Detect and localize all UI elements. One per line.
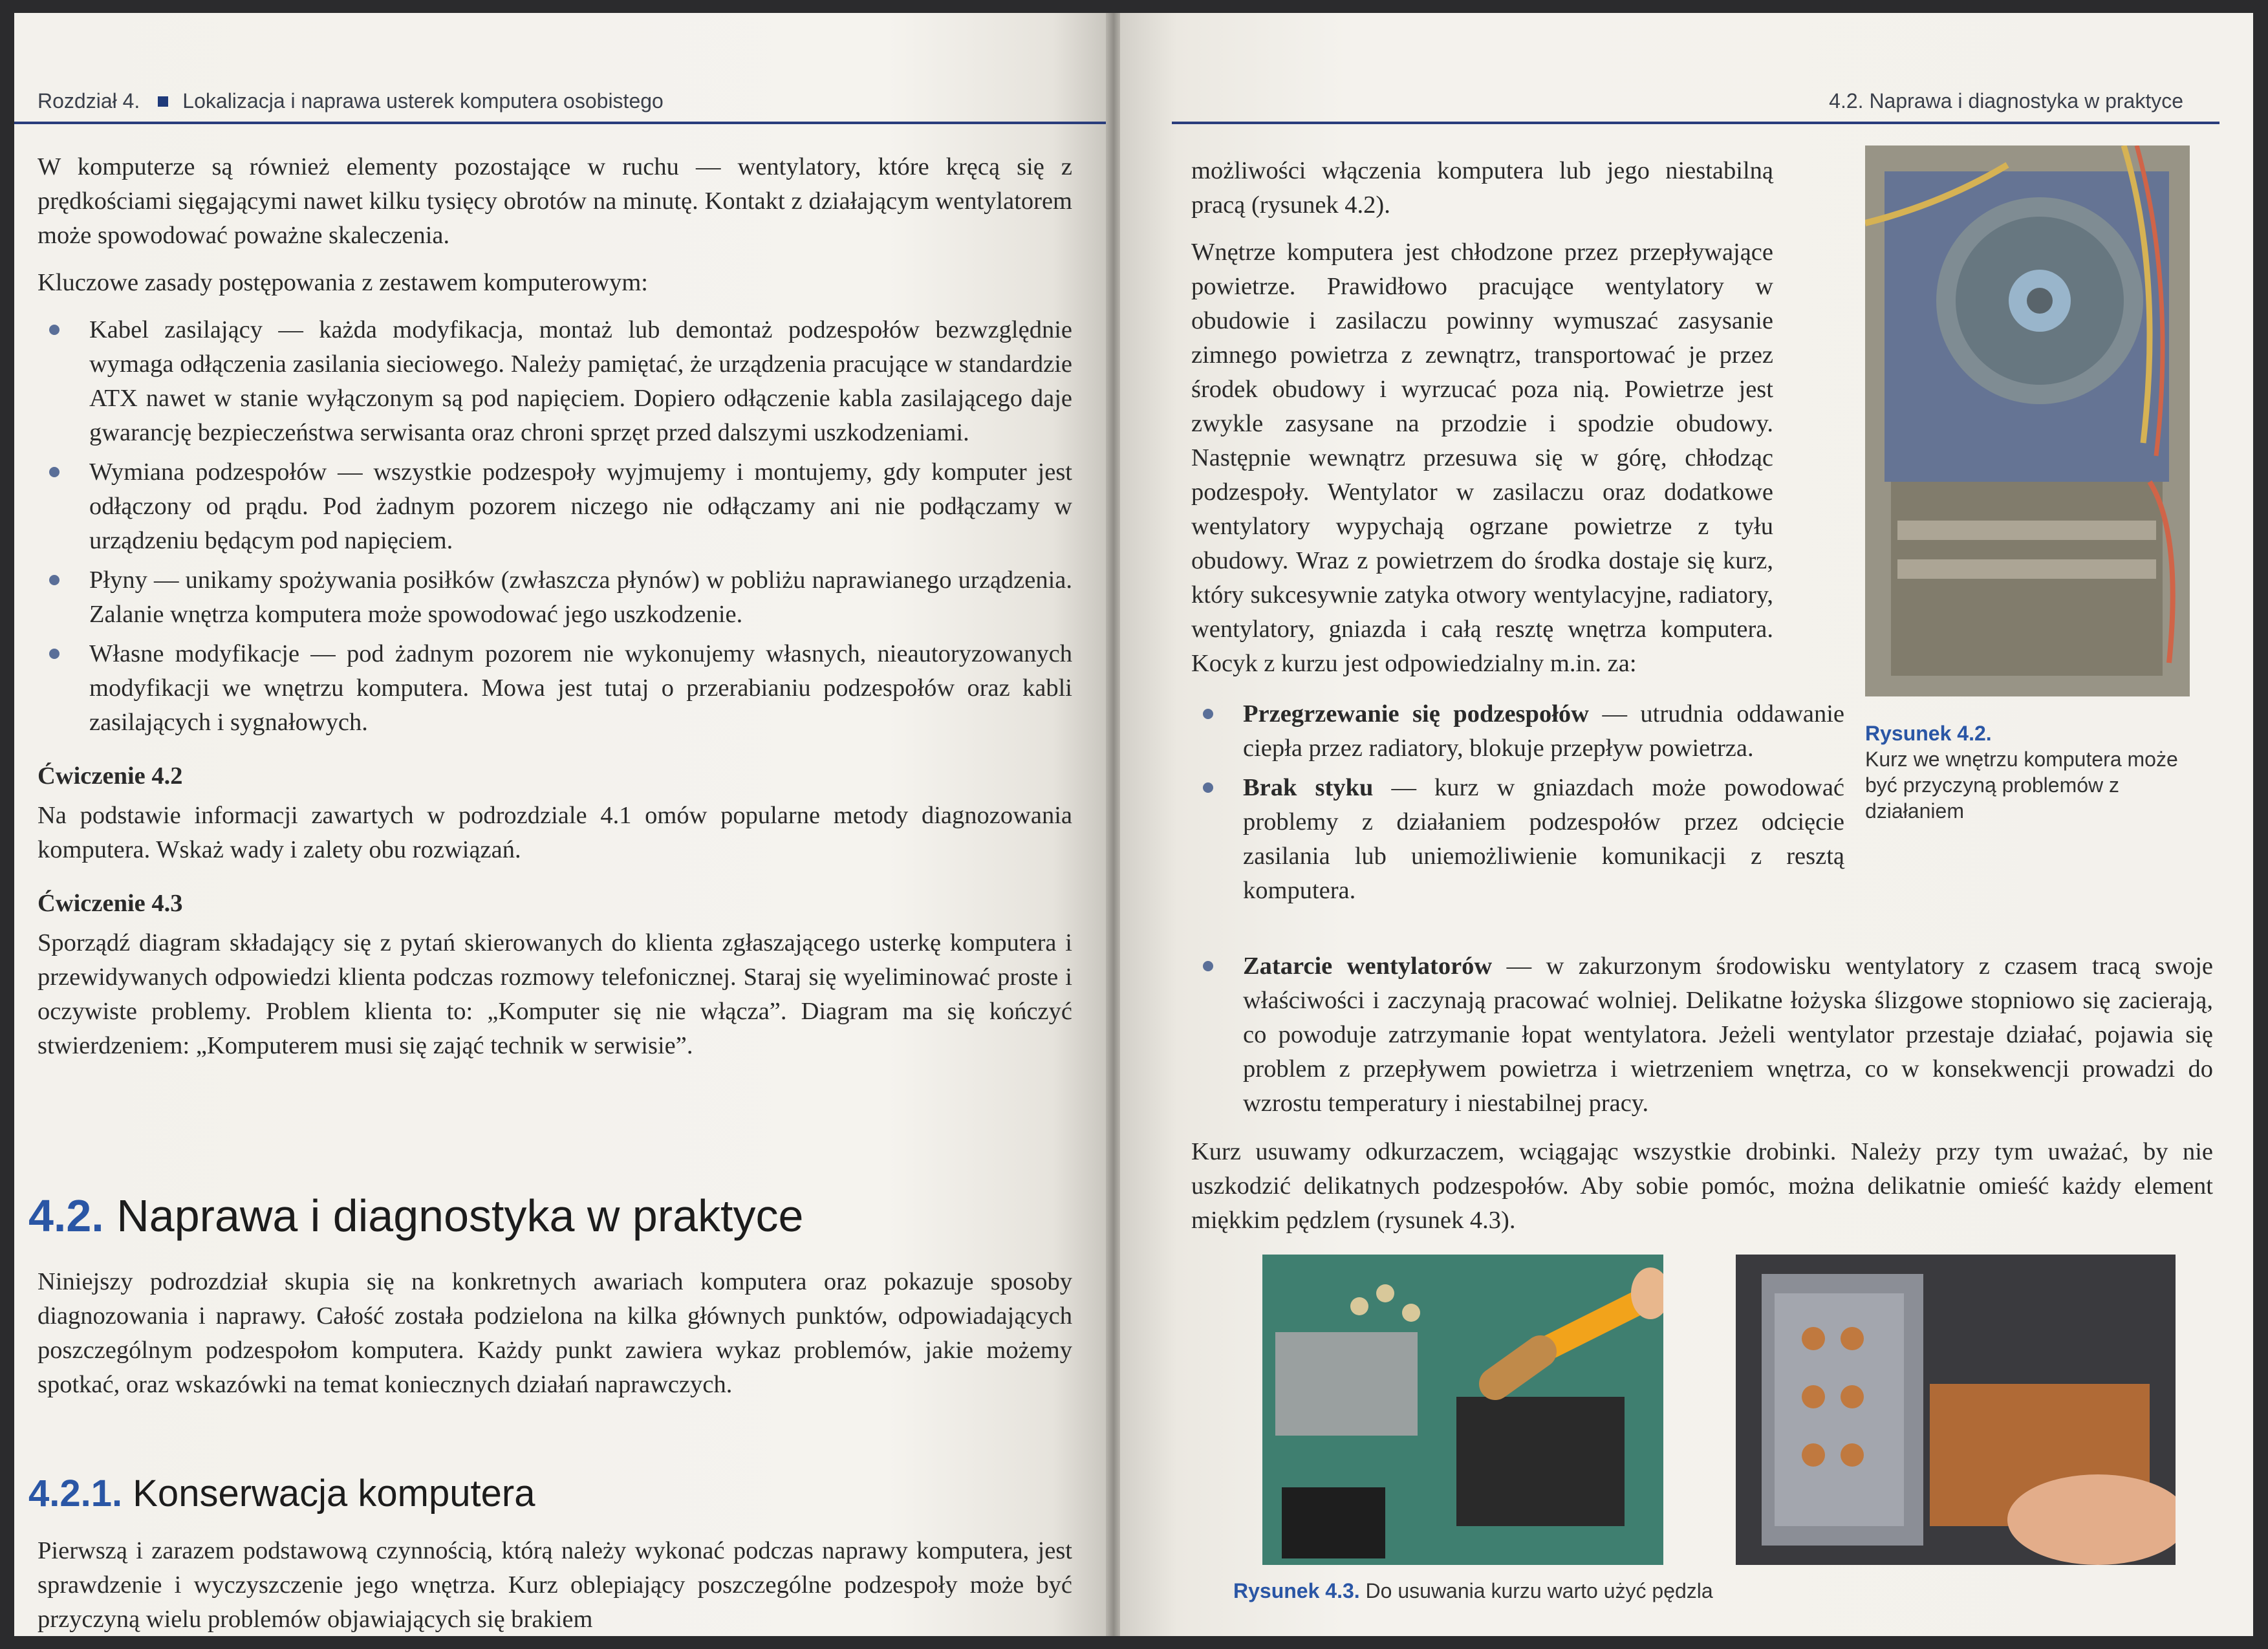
book-gutter bbox=[1106, 13, 1121, 1636]
right-running-head: 4.2. Naprawa i diagnostyka w praktyce bbox=[1829, 89, 2183, 113]
left-running-head bbox=[38, 89, 664, 113]
list-item: Brak styku — kurz w gniazdach może powodować problemy z działaniem podzespołów przez odcięcie zasilania lub uniemożliwienie komunikacji z resztą komputera. bbox=[1191, 771, 1844, 908]
intro-paragraph: W komputerze są również elementy pozostające w ruchu — wentylatory, które kręcą się z prędkościami sięgającymi nawet kilku tysięcy obrotów na minutę. Kontakt z działającym wentylatorem może spowodować poważne skaleczenia. bbox=[38, 153, 1072, 249]
figure-4-3-text: Do usuwania kurzu warto użyć pędzla bbox=[1365, 1579, 1713, 1602]
continued-paragraph: możliwości włączenia komputera lub jego niestabilną pracą (rysunek 4.2). bbox=[1191, 157, 1773, 219]
figure-4-2-label: Rysunek 4.2. bbox=[1865, 722, 1992, 745]
issues-list-upper bbox=[1191, 697, 1844, 913]
left-page bbox=[14, 13, 1107, 1636]
figure-4-3-photo-brush bbox=[1262, 1255, 1663, 1565]
rules-list bbox=[38, 313, 1072, 740]
brush-cleaning-board-image bbox=[1262, 1255, 1663, 1565]
section-4-2-paragraph: Niniejszy podrozdział skupia się na konkretnych awariach komputera oraz pokazuje sposoby diagnozowania i naprawy. Całość została podzielona na kilka głównych punktów, odpowiadających poszczególnym podzespołom komputera. Każdy punkt zawiera wykaz problemów, jakie możemy spotkać, oraz wskazówki na temat koniecznych działań naprawczych. bbox=[38, 1268, 1072, 1398]
list-item: Płyny — unikamy spożywania posiłków (zwłaszcza płynów) w pobliżu naprawianego urządzenia. Zalanie wnętrza komputera może spowodować jego uszkodzenie. bbox=[38, 563, 1072, 632]
section-4-2-1-body bbox=[38, 1534, 1072, 1636]
rules-lead: Kluczowe zasady postępowania z zestawem komputerowym: bbox=[38, 269, 649, 296]
exercise-4-3-text: Sporządź diagram składający się z pytań skierowanych do klienta zgłaszającego usterkę komputera i przewidywanych odpowiedzi klienta podczas rozmowy telefonicznej. Staraj się wyeliminować proste i oczywiste problemy. Problem klienta to: „Komputer się nie włącza”. Diagram ma się kończyć stwierdzeniem: „Komputerem musi się zająć technik w serwisie”. bbox=[38, 929, 1072, 1059]
figure-4-2-photo bbox=[1865, 146, 2190, 696]
header-rule bbox=[1172, 122, 2219, 124]
section-heading-4-2: 4.2. Naprawa i diagnostyka w praktyce bbox=[28, 1191, 804, 1241]
left-body bbox=[38, 150, 1072, 1076]
exercise-4-3-title: Ćwiczenie 4.3 bbox=[38, 890, 183, 917]
list-item: Przegrzewanie się podzespołów — utrudnia oddawanie ciepła przez radiatory, blokuje przepływ powietrza. bbox=[1191, 697, 1844, 766]
chapter-label: Rozdział 4. bbox=[38, 89, 140, 113]
bullet-icon bbox=[49, 325, 59, 335]
book-spread bbox=[14, 13, 2253, 1636]
bullet-icon bbox=[1203, 961, 1213, 971]
figure-4-3-photo-heatsink bbox=[1736, 1255, 2176, 1565]
right-page bbox=[1120, 13, 2253, 1636]
heatsink-cleaning-image bbox=[1736, 1255, 2176, 1565]
chapter-title: Lokalizacja i naprawa usterek komputera osobistego bbox=[182, 89, 664, 113]
section-4-2-body bbox=[38, 1265, 1072, 1415]
bullet-icon bbox=[49, 649, 59, 659]
figure-4-3-label: Rysunek 4.3. bbox=[1233, 1579, 1360, 1602]
bullet-icon bbox=[1203, 709, 1213, 719]
section-4-2-1-paragraph: Pierwszą i zarazem podstawową czynnością, którą należy wykonać podczas naprawy komputera, jest sprawdzenie i wyczyszczenie jego wnętrza. Kurz oblepiający poszczególne podzespoły może być przyczyną wielu problemów objawiających się brakiem bbox=[38, 1537, 1072, 1633]
list-item: Własne modyfikacje — pod żadnym pozorem nie wykonujemy własnych, nieautoryzowanych modyfikacji we wnętrzu komputera. Mowa jest tutaj o przerabianiu podzespołów oraz kabli zasilających i sygnałowych. bbox=[38, 637, 1072, 740]
figure-4-2-caption bbox=[1865, 720, 2201, 824]
list-item: Kabel zasilający — każda modyfikacja, montaż lub demontaż podzespołów bezwzględnie wymaga odłączenia zasilania sieciowego. Należy pamiętać, że urządzenia pracujące w standardzie ATX nawet w stanie wyłączonym są pod napięciem. Dopiero odłączenie kabla zasilającego daje gwarancję bezpieczeństwa serwisanta oraz chroni sprzęt przed dalszymi uszkodzeniami. bbox=[38, 313, 1072, 450]
square-bullet-icon bbox=[158, 96, 168, 107]
bullet-icon bbox=[49, 575, 59, 585]
issues-list bbox=[1191, 697, 1844, 908]
header-rule bbox=[14, 122, 1107, 124]
cleanup-paragraph: Kurz usuwamy odkurzaczem, wciągając wszystkie drobinki. Należy przy tym uważać, by nie uszkodzić delikatnych podzespołów. Aby sobie pomóc, można delikatnie omieść każdy element miękkim pędzlem (rysunek 4.3). bbox=[1191, 1138, 2213, 1234]
list-item: Zatarcie wentylatorów — w zakurzonym środowisku wentylatory z czasem tracą swoje właściwości i zaczynają pracować wolniej. Delikatne łożyska ślizgowe stopniowo się zacierają, co powoduje zatrzymanie łopat wentylatora. Jeżeli wentylator przestaje działać, pojawia się problem z przepływem powietrza i wietrzeniem wnętrza, co w konsekwencji prowadzi do wzrostu temperatury i niestabilnej pracy. bbox=[1191, 949, 2213, 1121]
figure-4-2-text: Kurz we wnętrzu komputera może być przyczyną problemów z działaniem bbox=[1865, 748, 2178, 823]
section-heading-4-2-1: 4.2.1. Konserwacja komputera bbox=[28, 1472, 535, 1514]
right-upper-body bbox=[1191, 154, 1773, 694]
exercise-4-2-title: Ćwiczenie 4.2 bbox=[38, 762, 183, 790]
issues-list-lower bbox=[1191, 949, 2213, 1251]
figure-4-3-caption bbox=[1233, 1578, 2139, 1604]
cooling-paragraph: Wnętrze komputera jest chłodzone przez przepływające powietrze. Prawidłowo pracujące wentylatory w obudowie i zasilaczu powinny wymuszać zasysanie zimnego powietrza z zewnątrz, transportować je przez środek obudowy i wyrzucać poza nią. Powietrze jest zwykle zasysane na przodzie i spodzie obudowy. Następnie wewnątrz przesuwa się w górę, chłodząc podzespoły. Wentylator w zasilaczu oraz dodatkowe wentylatory wypychają ogrzane powietrze z tyłu obudowy. Wraz z powietrzem do środka dostaje się kurz, który sukcesywnie zatyka otwory wentylacyjne, radiatory, wentylatory, gniazda i całą resztę wnętrza komputera. Kocyk z kurzu jest odpowiedzialny m.in. za: bbox=[1191, 239, 1773, 677]
bullet-icon bbox=[49, 467, 59, 477]
bullet-icon bbox=[1203, 782, 1213, 793]
dusty-pc-interior-image bbox=[1865, 146, 2190, 696]
list-item: Wymiana podzespołów — wszystkie podzespoły wyjmujemy i montujemy, gdy komputer jest odłączony od prądu. Pod żadnym pozorem niczego nie odłączamy ani nie podłączamy w urządzeniu będącym pod napięciem. bbox=[38, 455, 1072, 558]
exercise-4-2-text: Na podstawie informacji zawartych w podrozdziale 4.1 omów popularne metody diagnozowania komputera. Wskaż wady i zalety obu rozwiązań. bbox=[38, 802, 1072, 863]
